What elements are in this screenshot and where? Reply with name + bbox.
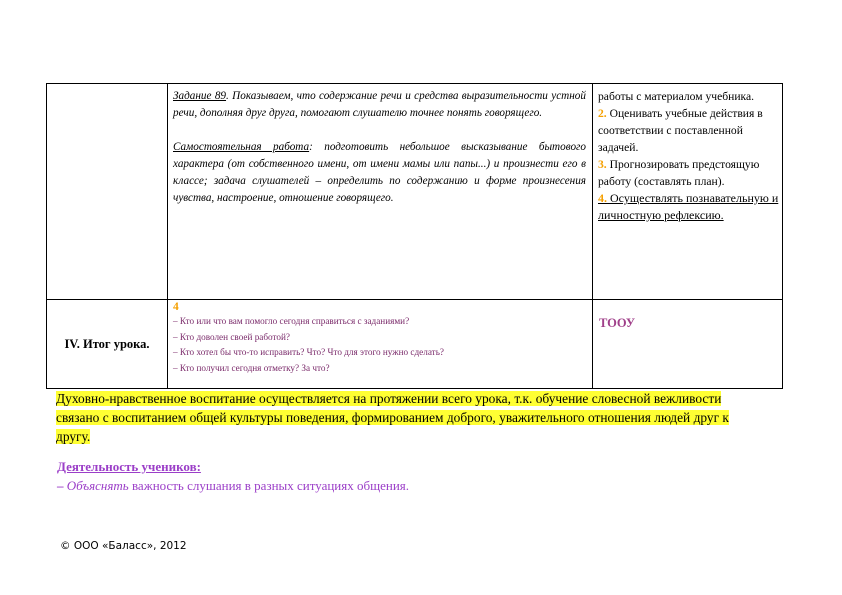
activity-line: – Объяснять важность слушания в разных ситуациях общения.	[57, 478, 410, 493]
skill-item-2: 2. Оценивать учебные действия в соответствии с поставленной задачей.	[598, 107, 763, 154]
skill-item-4: 4. Осуществлять познавательную и личностную рефлексию.	[598, 191, 779, 222]
skills-cell	[598, 88, 780, 224]
independent-paragraph	[173, 139, 586, 207]
copyright-footer: © ООО «Баласс», 2012	[60, 540, 187, 552]
question-1: – Кто или что вам помогло сегодня справиться с заданиями?	[173, 316, 410, 326]
task-cell	[173, 88, 586, 207]
highlighted-text: Духовно-нравственное воспитание осуществляется на протяжении всего урока, т.к. обучение словесной вежливости связано с воспитанием общей культуры поведения, формированием доброго, уважительного отношения людей друг к другу.	[56, 391, 729, 444]
column-divider-1	[167, 84, 168, 388]
activity-heading: Деятельность учеников:	[57, 459, 201, 474]
independent-label: Самостоятельная работа	[173, 141, 310, 153]
tooy-cell	[599, 316, 635, 331]
task-label: Задание 89	[173, 90, 227, 102]
moral-education-paragraph	[56, 389, 756, 446]
task-text: . Показываем, что содержание речи и средства выразительности устной речи, дополняя друг друга, помогают слушателю точнее понять говорящего.	[173, 90, 586, 119]
task-paragraph	[173, 88, 586, 122]
skill-item-3: 3. Прогнозировать предстоящую работу (составлять план).	[598, 158, 760, 188]
question-3: – Кто хотел бы что-то исправить? Что? Что для этого нужно сделать?	[173, 347, 444, 357]
activity-rest: важность слушания в разных ситуациях общения.	[128, 478, 410, 493]
questions-cell	[173, 301, 586, 376]
independent-text: : подготовить небольшое высказывание бытового характера (от собственного имени, от имени мамы или папы...) и произнести его в классе; задача слушателей – определить по содержанию и форме произнесения чувства, настроение, отношение говорящего.	[173, 141, 586, 204]
lesson-table	[46, 83, 783, 389]
question-number: 4	[173, 301, 179, 313]
stage-label: IV. Итог урока.	[64, 336, 150, 351]
question-2: – Кто доволен своей работой?	[173, 331, 290, 342]
column-divider-2	[592, 84, 593, 388]
tooy-label: ТООУ	[599, 316, 636, 330]
student-activity	[57, 457, 409, 495]
activity-verb: Объяснять	[66, 478, 129, 493]
stage-cell	[47, 299, 167, 389]
question-4: – Кто получил сегодня отметку? За что?	[173, 362, 330, 373]
skill-line-1: работы с материалом учебника.	[598, 90, 755, 103]
